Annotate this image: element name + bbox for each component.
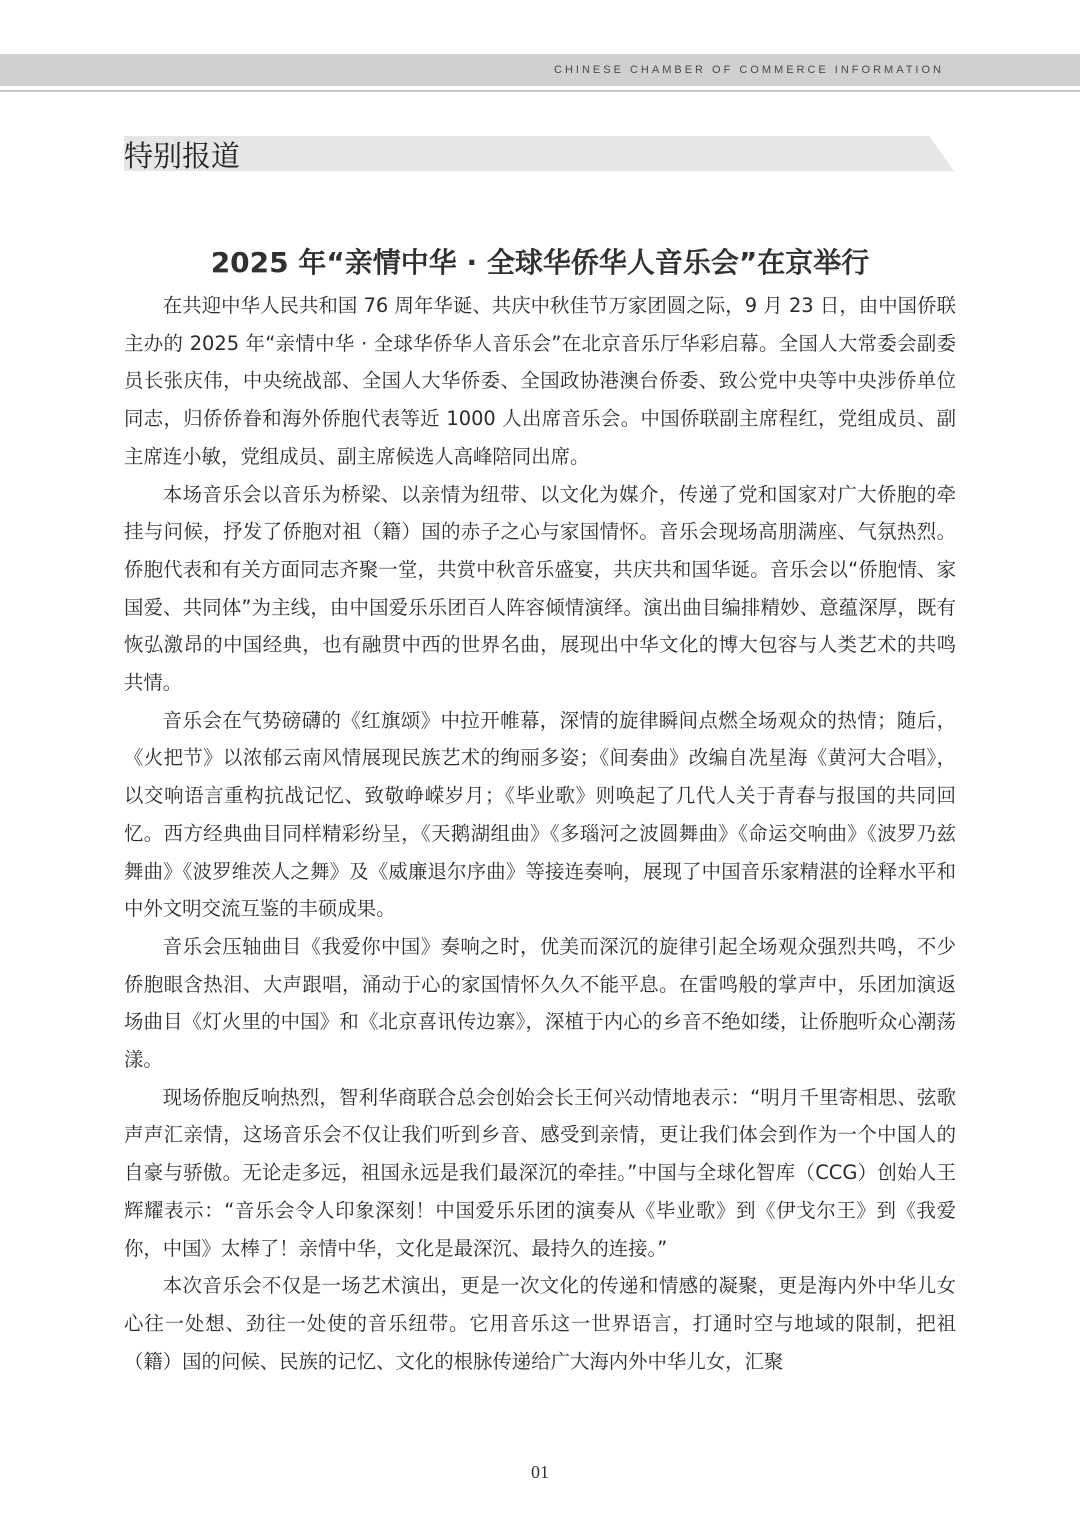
- paragraph-2: 本场音乐会以音乐为桥梁、以亲情为纽带、以文化为媒介，传递了党和国家对广大侨胞的牵挂与问候，抒发了侨胞对祖（籍）国的赤子之心与家国情怀。音乐会现场高朋满座、气氛热烈。侨胞代表和有关方面同志齐聚一堂，共赏中秋音乐盛宴，共庆共和国华诞。音乐会以“侨胞情、家国爱、共同体”为主线，由中国爱乐乐团百人阵容倾情演绎。演出曲目编排精妙、意蕴深厚，既有恢弘激昂的中国经典，也有融贯中西的世界名曲，展现出中华文化的博大包容与人类艺术的共鸣共情。: [124, 482, 956, 695]
- paragraph-6: 本次音乐会不仅是一场艺术演出，更是一次文化的传递和情感的凝聚，更是海内外中华儿女心往一处想、劲往一处使的音乐纽带。它用音乐这一世界语言，打通时空与地域的限制，把祖（籍）国的问候、民族的记忆、文化的根脉传递给广大海内外中华儿女，汇聚: [124, 1274, 956, 1373]
- publication-name: CHINESE CHAMBER OF COMMERCE INFORMATION: [554, 64, 944, 76]
- paragraph-3: 音乐会在气势磅礴的《红旗颂》中拉开帷幕，深情的旋律瞬间点燃全场观众的热情；随后，《火把节》以浓郁云南风情展现民族艺术的绚丽多姿；《间奏曲》改编自冼星海《黄河大合唱》，以交响语言重构抗战记忆、致敬峥嵘岁月；《毕业歌》则唤起了几代人关于青春与报国的共同回忆。西方经典曲目同样精彩纷呈，《天鹅湖组曲》《多瑙河之波圆舞曲》《命运交响曲》《波罗乃兹舞曲》《波罗维茨人之舞》及《威廉退尔序曲》等接连奏响，展现了中国音乐家精湛的诠释水平和中外文明交流互鉴的丰硕成果。: [124, 708, 956, 921]
- section-label: 特别报道: [124, 139, 241, 173]
- article-title: 2025 年“亲情中华 · 全球华侨华人音乐会”在京举行: [210, 245, 870, 279]
- paragraph-4: 音乐会压轴曲目《我爱你中国》奏响之时，优美而深沉的旋律引起全场观众强烈共鸣，不少侨胞眼含热泪、大声跟唱，涌动于心的家国情怀久久不能平息。在雷鸣般的掌声中，乐团加演返场曲目《灯火里的中国》和《北京喜讯传边寨》，深植于内心的乡音不绝如缕，让侨胞听众心潮荡漾。: [124, 934, 956, 1072]
- page-number: 01: [531, 1462, 549, 1482]
- paragraph-1: 在共迎中华人民共和国 76 周年华诞、共庆中秋佳节万家团圆之际，9 月 23 日，由中国侨联主办的 2025 年“亲情中华 · 全球华侨华人音乐会”在北京音乐厅华彩启幕。全国人大常委会副委员长张庆伟，中央统战部、全国人大华侨委、全国政协港澳台侨委、致公党中央等中央涉侨单位同志，归侨侨眷和海外侨胞代表等近 1000 人出席音乐会。中国侨联副主席程红，党组成员、副主席连小敏，党组成员、副主席候选人高峰陪同出席。: [124, 294, 956, 468]
- paragraph-5: 现场侨胞反响热烈，智利华商联合总会创始会长王何兴动情地表示：“明月千里寄相思、弦歌声声汇亲情，这场音乐会不仅让我们听到乡音、感受到亲情，更让我们体会到作为一个中国人的自豪与骄傲。无论走多远，祖国永远是我们最深沉的牵挂。”中国与全球化智库（CCG）创始人王辉耀表示：“音乐会令人印象深刻！中国爱乐乐团的演奏从《毕业歌》到《伊戈尔王》到《我爱你，中国》太棒了！亲情中华，文化是最深沉、最持久的连接。”: [124, 1085, 956, 1260]
- section-banner: [124, 136, 954, 171]
- header-divider: [0, 90, 1080, 92]
- article-body: [124, 287, 956, 1380]
